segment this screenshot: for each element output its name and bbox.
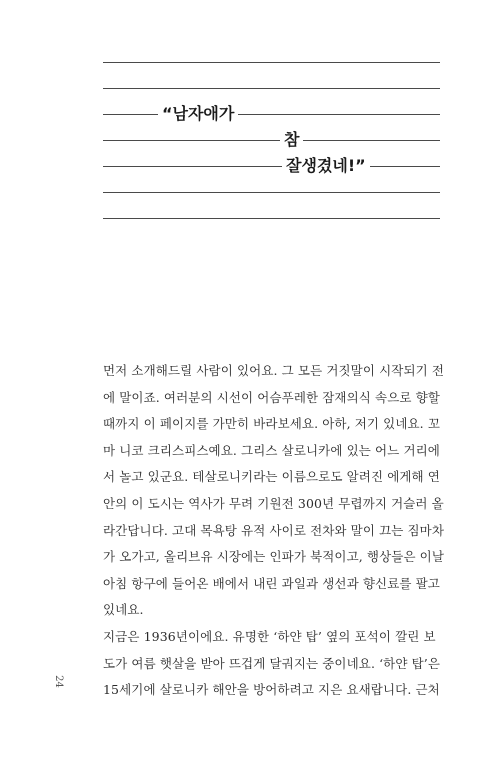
body-text — [103, 358, 445, 704]
body-line: 안의 이 도시는 역사가 무려 기원전 300년 무렵까지 거슬러 올 — [103, 495, 444, 511]
rule-line — [103, 62, 440, 63]
body-line: 먼저 소개해드릴 사람이 있어요. 그 모든 거짓말이 시작되기 전 — [103, 363, 445, 378]
body-line: 때까지 이 페이지를 가만히 바라보세요. 아하, 저기 있네요. 꼬 — [103, 416, 441, 432]
rule-line — [103, 218, 440, 219]
quote-part-1: “남자애가 — [158, 104, 238, 124]
quote-part-3: 잘생겼네!” — [282, 156, 370, 176]
rule-line — [103, 140, 440, 141]
page-number: 24 — [52, 675, 64, 688]
rule-line — [103, 88, 440, 89]
body-line: 마 니코 크리스피스예요. 그리스 살로니카에 있는 어느 거리에 — [103, 442, 440, 458]
body-line: 지금은 1936년이에요. 유명한 ‘하얀 탑’ 옆의 포석이 깔린 보 — [103, 628, 436, 644]
body-line: 에 말이죠. 여러분의 시선이 어슴푸레한 잠재의식 속으로 향할 — [103, 389, 440, 405]
rule-line — [103, 166, 440, 167]
quote-part-2: 참 — [280, 130, 303, 150]
body-line: 15세기에 살로니카 해안을 방어하려고 지은 요새랍니다. 근처 — [103, 682, 440, 698]
body-line: 도가 여름 햇살을 받아 뜨겁게 달궈지는 중이네요. ‘하얀 탑’은 — [103, 655, 441, 671]
body-line: 있네요. — [103, 602, 144, 618]
body-line: 가 오가고, 올리브유 시장에는 인파가 북적이고, 행상들은 이날 — [103, 549, 445, 565]
body-line: 아침 항구에 들어온 배에서 내린 과일과 생선과 향신료를 팔고 — [103, 575, 440, 591]
rule-line — [103, 114, 440, 115]
body-line: 라간답니다. 고대 목욕탕 유적 사이로 전차와 말이 끄는 짐마차 — [103, 522, 445, 538]
body-line: 서 놀고 있군요. 테살로니키라는 이름으로도 알려진 에게해 연 — [103, 469, 440, 485]
rule-line — [103, 192, 440, 193]
